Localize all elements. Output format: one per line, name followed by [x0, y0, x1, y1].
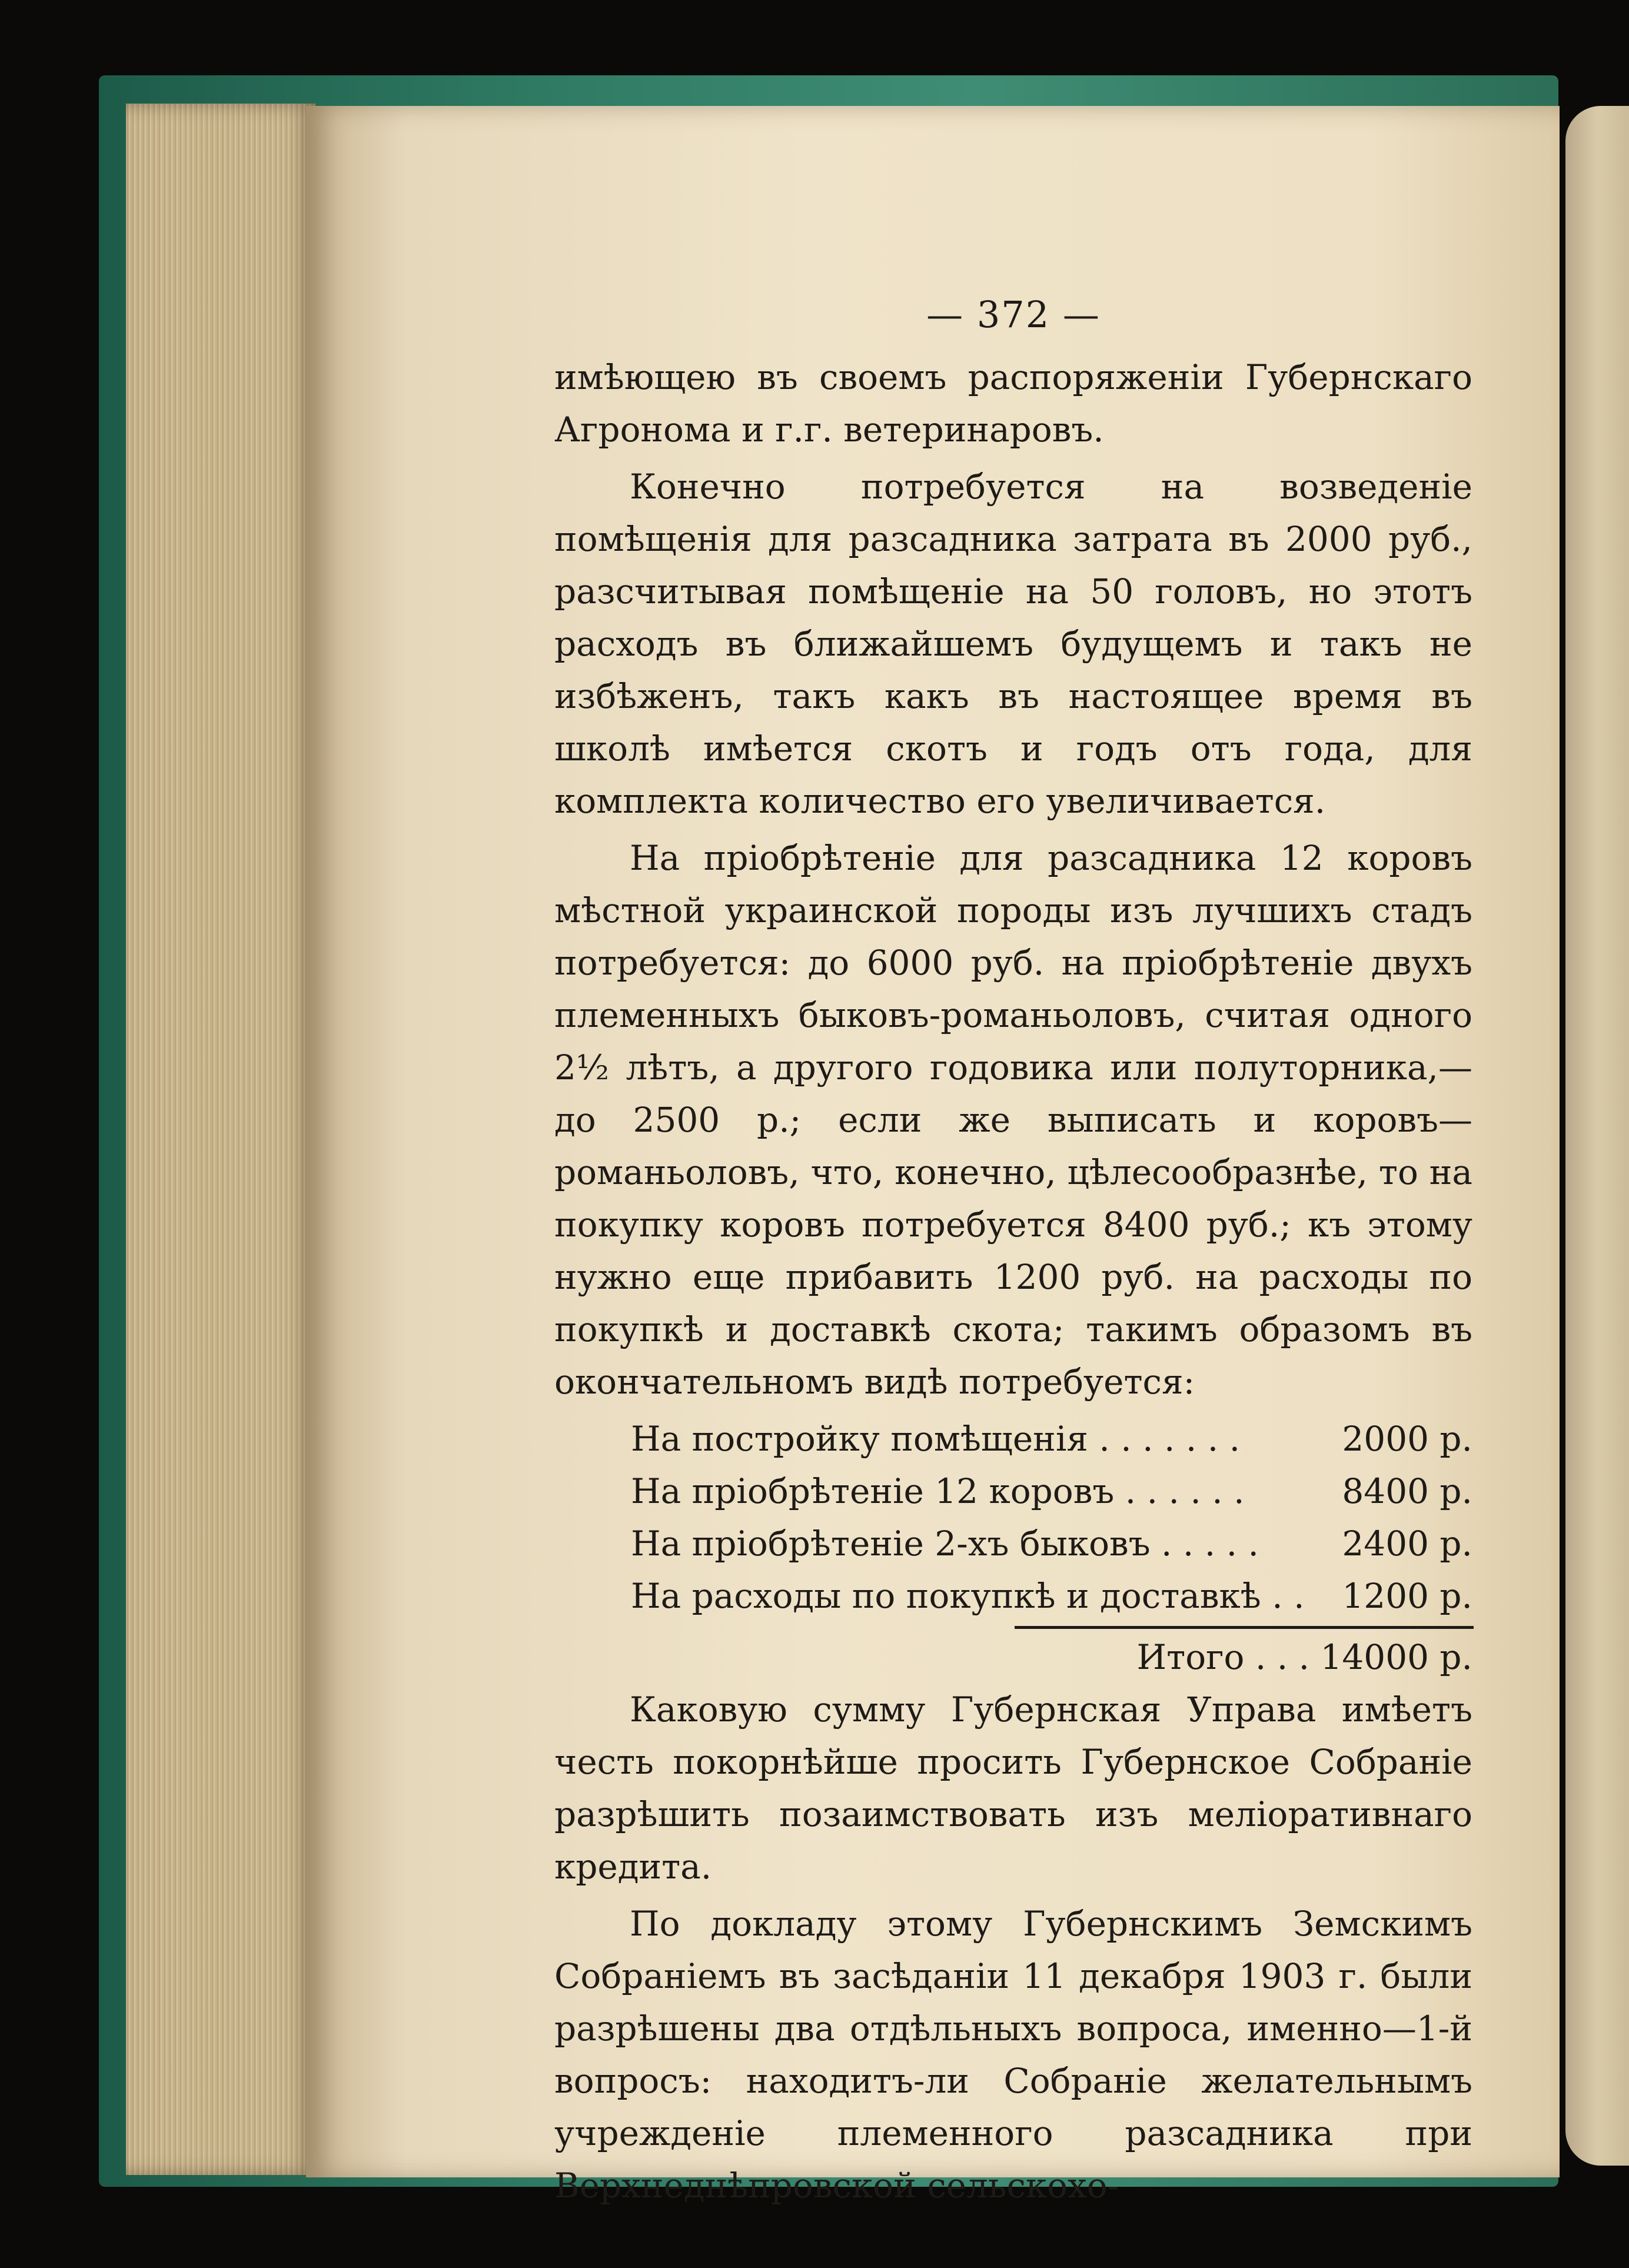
cost-table: [631, 1413, 1472, 1622]
cost-row: [631, 1465, 1472, 1518]
cost-label: На постройку помѣщенія . . . . . . .: [631, 1419, 1241, 1459]
cost-value: 8400 р.: [1342, 1471, 1472, 1511]
cost-row: [631, 1413, 1472, 1465]
cost-value: 1200 р.: [1342, 1576, 1472, 1616]
cost-label: На пріобрѣтеніе 2-хъ быковъ . . . . .: [631, 1524, 1259, 1564]
paragraph-request: Каковую сумму Губернская Управа имѣетъ честь покорнѣйше просить Губернское Собраніе разрѣшить позаимствовать изъ меліоративнаго кредита.: [554, 1690, 1472, 1887]
page-edges: [126, 104, 315, 2175]
paragraph-acquisition: На пріобрѣтеніе для разсадника 12 коровъ мѣстной украинской породы изъ лучшихъ стадъ потребуется: до 6000 руб. на пріобрѣтеніе двухъ племенныхъ быковъ-романьоловъ, считая одного 2½ лѣтъ, а другого годовика или полуторника,—до 2500 р.; если же выписать и коровъ—романьоловъ, что, конечно, цѣлесообразнѣе, то на покупку коровъ потребуется 8400 руб.; къ этому нужно еще прибавить 1200 руб. на расходы по покупкѣ и доставкѣ скота; такимъ образомъ въ окончательномъ видѣ потребуется:: [554, 838, 1472, 1402]
paragraph-intro: имѣющею въ своемъ распоряженіи Губернскаго Агронома и г.г. ветеринаровъ.: [554, 357, 1472, 450]
cost-value: 2400 р.: [1342, 1524, 1472, 1564]
cost-label: На пріобрѣтеніе 12 коровъ . . . . . .: [631, 1471, 1245, 1511]
total-value: 14000 р.: [1320, 1637, 1472, 1677]
cost-value: 2000 р.: [1342, 1419, 1472, 1459]
page-number: — 372 —: [926, 293, 1101, 336]
total-label: Итого . . .: [1136, 1637, 1321, 1677]
cost-row: [631, 1570, 1472, 1622]
total-rule: [1015, 1626, 1474, 1629]
paragraph-construction: Конечно потребуется на возведеніе помѣщенія для разсадника затрата въ 2000 руб., разсчитывая помѣщеніе на 50 головъ, но этотъ расходъ въ ближайшемъ будущемъ и такъ не избѣженъ, такъ какъ въ настоящее время въ школѣ имѣется скотъ и годъ отъ года, для комплекта количество его увеличивается.: [554, 467, 1472, 821]
next-page-edge: [1565, 106, 1629, 2166]
cost-row: [631, 1518, 1472, 1570]
paragraph-resolution: По докладу этому Губернскимъ Земскимъ Собраніемъ въ засѣданіи 11 декабря 1903 г. были разрѣшены два отдѣльныхъ вопроса, именно—1-й вопросъ: находитъ-ли Собраніе желательнымъ учрежденіе племенного разсадника при Верхнеднѣпровской сельскохо-: [554, 1904, 1472, 2206]
page-text: [554, 288, 1472, 2217]
total-row: [554, 1631, 1472, 1684]
cost-label: На расходы по покупкѣ и доставкѣ . .: [631, 1576, 1305, 1616]
